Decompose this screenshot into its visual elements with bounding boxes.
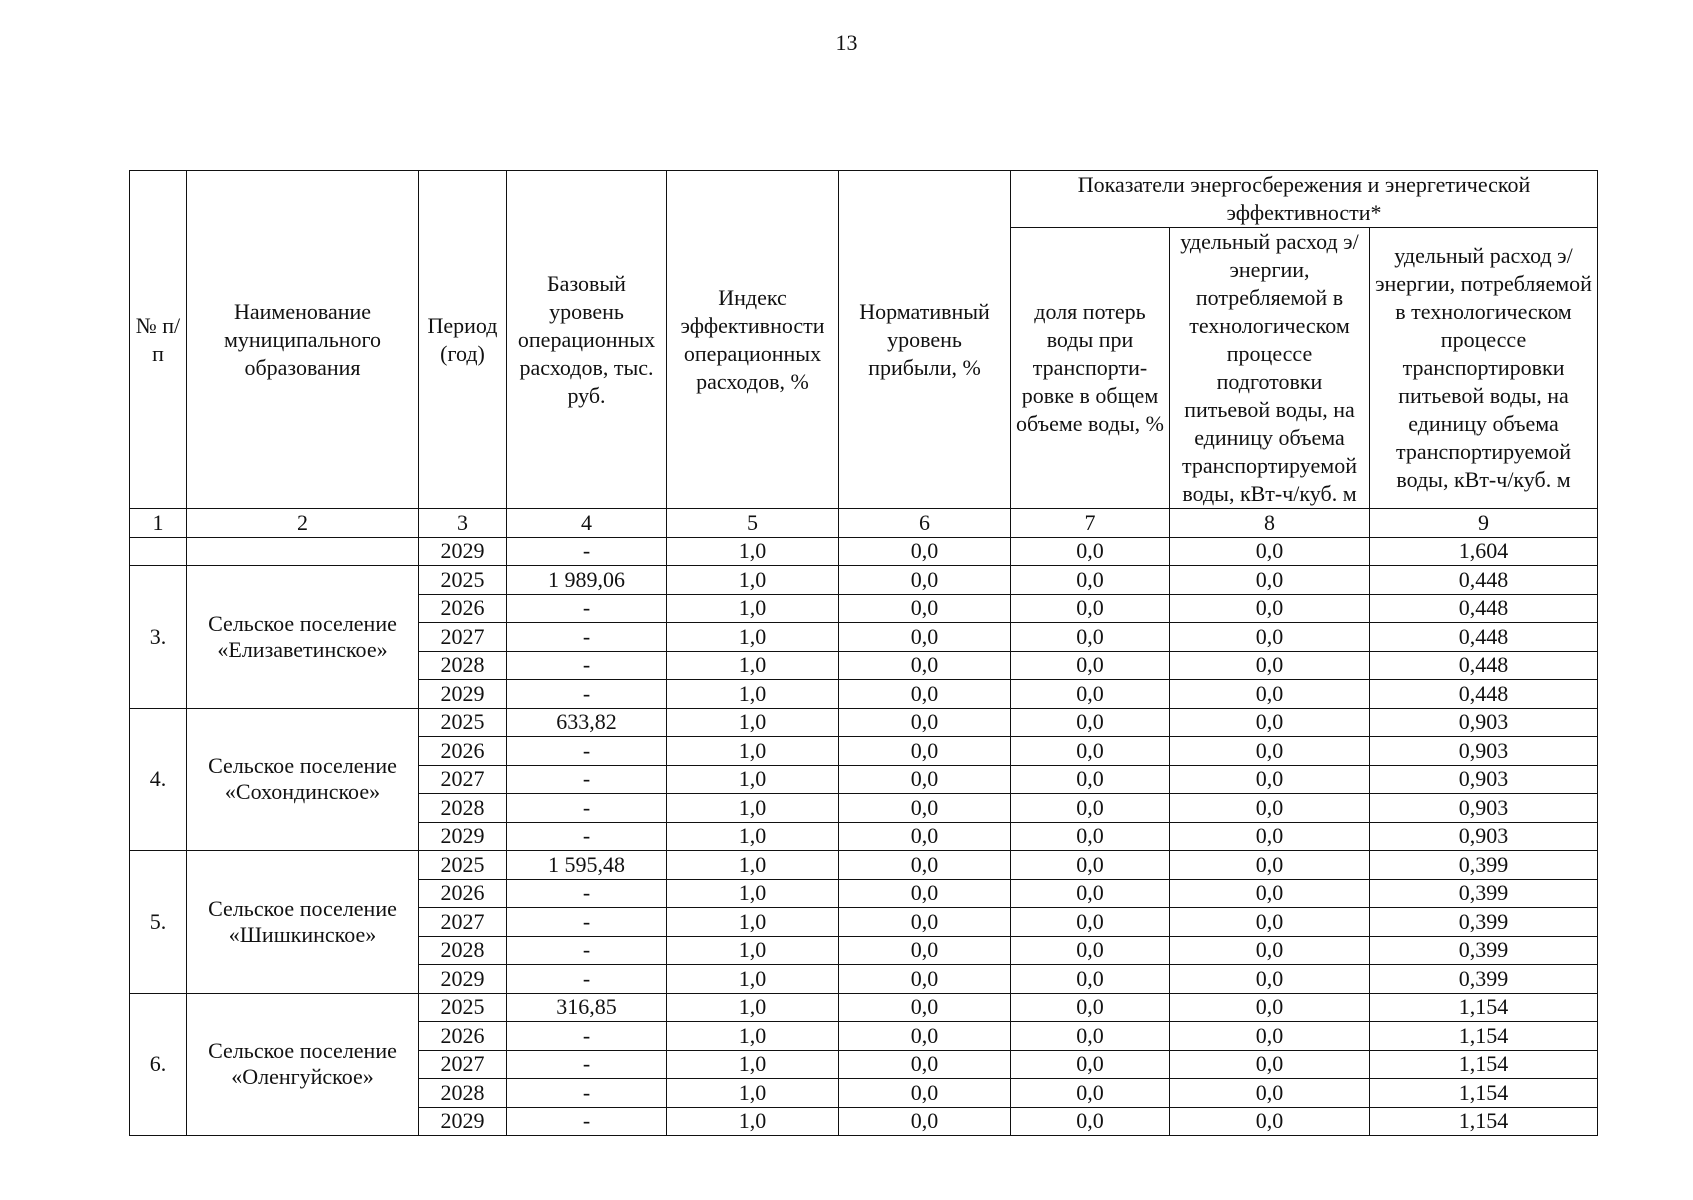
cell-prep: 0,0 bbox=[1170, 965, 1370, 994]
cell-index: 1,0 bbox=[667, 1107, 839, 1136]
cell-base: - bbox=[507, 765, 667, 794]
cell-profit: 0,0 bbox=[839, 737, 1011, 766]
col-number: 3 bbox=[419, 509, 507, 538]
header-name: Наименование муниципального образования bbox=[187, 171, 419, 509]
cell-year: 2029 bbox=[419, 1107, 507, 1136]
cell-profit: 0,0 bbox=[839, 537, 1011, 566]
table-row bbox=[130, 537, 1598, 566]
cell-base: - bbox=[507, 965, 667, 994]
cell-losses: 0,0 bbox=[1011, 1107, 1170, 1136]
cell-profit: 0,0 bbox=[839, 566, 1011, 595]
cell-index: 1,0 bbox=[667, 851, 839, 880]
cell-transport: 1,154 bbox=[1370, 1107, 1598, 1136]
cell-base: - bbox=[507, 537, 667, 566]
cell-year: 2028 bbox=[419, 1079, 507, 1108]
cell-name bbox=[187, 537, 419, 566]
cell-transport: 0,448 bbox=[1370, 623, 1598, 652]
cell-transport: 0,448 bbox=[1370, 651, 1598, 680]
header-energy-group: Показатели энергосбережения и энергетической эффективности* bbox=[1011, 171, 1598, 228]
cell-transport: 0,903 bbox=[1370, 794, 1598, 823]
cell-year: 2028 bbox=[419, 794, 507, 823]
cell-base: - bbox=[507, 737, 667, 766]
cell-year: 2028 bbox=[419, 936, 507, 965]
cell-transport: 0,399 bbox=[1370, 908, 1598, 937]
cell-profit: 0,0 bbox=[839, 908, 1011, 937]
cell-base: - bbox=[507, 623, 667, 652]
cell-transport: 1,604 bbox=[1370, 537, 1598, 566]
cell-profit: 0,0 bbox=[839, 623, 1011, 652]
column-numbers-row bbox=[130, 509, 1598, 538]
cell-base: - bbox=[507, 1079, 667, 1108]
cell-profit: 0,0 bbox=[839, 851, 1011, 880]
cell-profit: 0,0 bbox=[839, 1050, 1011, 1079]
cell-losses: 0,0 bbox=[1011, 1079, 1170, 1108]
cell-base: - bbox=[507, 794, 667, 823]
cell-index: 1,0 bbox=[667, 965, 839, 994]
cell-index: 1,0 bbox=[667, 708, 839, 737]
cell-year: 2029 bbox=[419, 537, 507, 566]
table-row bbox=[130, 566, 1598, 595]
cell-transport: 0,903 bbox=[1370, 765, 1598, 794]
cell-prep: 0,0 bbox=[1170, 936, 1370, 965]
cell-base: - bbox=[507, 908, 667, 937]
cell-year: 2027 bbox=[419, 623, 507, 652]
cell-profit: 0,0 bbox=[839, 765, 1011, 794]
cell-transport: 0,903 bbox=[1370, 822, 1598, 851]
cell-year: 2025 bbox=[419, 566, 507, 595]
header-losses: доля потерь воды при транспорти-ровке в общем объеме воды, % bbox=[1011, 228, 1170, 509]
cell-prep: 0,0 bbox=[1170, 851, 1370, 880]
cell-year: 2029 bbox=[419, 965, 507, 994]
cell-index: 1,0 bbox=[667, 908, 839, 937]
cell-index: 1,0 bbox=[667, 1079, 839, 1108]
cell-base: - bbox=[507, 936, 667, 965]
cell-index: 1,0 bbox=[667, 879, 839, 908]
cell-year: 2027 bbox=[419, 908, 507, 937]
col-number: 1 bbox=[130, 509, 187, 538]
col-number: 2 bbox=[187, 509, 419, 538]
cell-transport: 1,154 bbox=[1370, 1050, 1598, 1079]
header-base: Базовый уровень операционных расходов, тыс. руб. bbox=[507, 171, 667, 509]
cell-losses: 0,0 bbox=[1011, 993, 1170, 1022]
cell-losses: 0,0 bbox=[1011, 936, 1170, 965]
cell-prep: 0,0 bbox=[1170, 594, 1370, 623]
cell-year: 2026 bbox=[419, 737, 507, 766]
cell-prep: 0,0 bbox=[1170, 879, 1370, 908]
cell-prep: 0,0 bbox=[1170, 993, 1370, 1022]
cell-transport: 0,903 bbox=[1370, 737, 1598, 766]
cell-index: 1,0 bbox=[667, 537, 839, 566]
cell-base: - bbox=[507, 1107, 667, 1136]
cell-index: 1,0 bbox=[667, 1022, 839, 1051]
cell-index: 1,0 bbox=[667, 936, 839, 965]
cell-prep: 0,0 bbox=[1170, 1050, 1370, 1079]
cell-base: 1 989,06 bbox=[507, 566, 667, 595]
col-number: 9 bbox=[1370, 509, 1598, 538]
header-no: № п/п bbox=[130, 171, 187, 509]
table-body bbox=[130, 509, 1598, 1136]
table-row bbox=[130, 993, 1598, 1022]
cell-base: 316,85 bbox=[507, 993, 667, 1022]
cell-profit: 0,0 bbox=[839, 965, 1011, 994]
cell-profit: 0,0 bbox=[839, 1079, 1011, 1108]
cell-index: 1,0 bbox=[667, 594, 839, 623]
table-row bbox=[130, 851, 1598, 880]
cell-transport: 0,399 bbox=[1370, 936, 1598, 965]
cell-year: 2029 bbox=[419, 680, 507, 709]
cell-profit: 0,0 bbox=[839, 794, 1011, 823]
cell-year: 2029 bbox=[419, 822, 507, 851]
cell-year: 2025 bbox=[419, 851, 507, 880]
cell-profit: 0,0 bbox=[839, 993, 1011, 1022]
col-number: 5 bbox=[667, 509, 839, 538]
cell-name: Сельское поселение «Елизаветинское» bbox=[187, 566, 419, 709]
cell-index: 1,0 bbox=[667, 765, 839, 794]
table-row bbox=[130, 708, 1598, 737]
cell-prep: 0,0 bbox=[1170, 708, 1370, 737]
col-number: 6 bbox=[839, 509, 1011, 538]
cell-losses: 0,0 bbox=[1011, 594, 1170, 623]
cell-losses: 0,0 bbox=[1011, 680, 1170, 709]
cell-losses: 0,0 bbox=[1011, 851, 1170, 880]
col-number: 4 bbox=[507, 509, 667, 538]
cell-year: 2025 bbox=[419, 708, 507, 737]
cell-year: 2026 bbox=[419, 1022, 507, 1051]
cell-index: 1,0 bbox=[667, 794, 839, 823]
cell-losses: 0,0 bbox=[1011, 566, 1170, 595]
cell-base: - bbox=[507, 879, 667, 908]
cell-index: 1,0 bbox=[667, 651, 839, 680]
cell-index: 1,0 bbox=[667, 623, 839, 652]
cell-losses: 0,0 bbox=[1011, 651, 1170, 680]
cell-transport: 0,399 bbox=[1370, 851, 1598, 880]
cell-prep: 0,0 bbox=[1170, 680, 1370, 709]
cell-transport: 0,448 bbox=[1370, 594, 1598, 623]
header-profit: Нормативный уровень прибыли, % bbox=[839, 171, 1011, 509]
cell-losses: 0,0 bbox=[1011, 822, 1170, 851]
cell-profit: 0,0 bbox=[839, 1107, 1011, 1136]
cell-index: 1,0 bbox=[667, 566, 839, 595]
cell-prep: 0,0 bbox=[1170, 566, 1370, 595]
cell-transport: 0,903 bbox=[1370, 708, 1598, 737]
cell-transport: 0,399 bbox=[1370, 965, 1598, 994]
cell-profit: 0,0 bbox=[839, 651, 1011, 680]
cell-prep: 0,0 bbox=[1170, 908, 1370, 937]
cell-losses: 0,0 bbox=[1011, 765, 1170, 794]
cell-transport: 0,399 bbox=[1370, 879, 1598, 908]
cell-year: 2025 bbox=[419, 993, 507, 1022]
cell-prep: 0,0 bbox=[1170, 537, 1370, 566]
cell-losses: 0,0 bbox=[1011, 879, 1170, 908]
cell-transport: 1,154 bbox=[1370, 1022, 1598, 1051]
cell-prep: 0,0 bbox=[1170, 822, 1370, 851]
cell-prep: 0,0 bbox=[1170, 1022, 1370, 1051]
cell-losses: 0,0 bbox=[1011, 708, 1170, 737]
cell-losses: 0,0 bbox=[1011, 537, 1170, 566]
cell-base: - bbox=[507, 1050, 667, 1079]
cell-base: - bbox=[507, 651, 667, 680]
cell-losses: 0,0 bbox=[1011, 908, 1170, 937]
cell-year: 2028 bbox=[419, 651, 507, 680]
cell-index: 1,0 bbox=[667, 822, 839, 851]
cell-year: 2026 bbox=[419, 594, 507, 623]
cell-name: Сельское поселение «Сохондинское» bbox=[187, 708, 419, 851]
cell-base: - bbox=[507, 1022, 667, 1051]
cell-base: 1 595,48 bbox=[507, 851, 667, 880]
cell-profit: 0,0 bbox=[839, 708, 1011, 737]
cell-no: 3. bbox=[130, 566, 187, 709]
cell-base: - bbox=[507, 680, 667, 709]
col-number: 7 bbox=[1011, 509, 1170, 538]
cell-index: 1,0 bbox=[667, 680, 839, 709]
cell-index: 1,0 bbox=[667, 993, 839, 1022]
cell-prep: 0,0 bbox=[1170, 1079, 1370, 1108]
cell-no: 5. bbox=[130, 851, 187, 994]
cell-losses: 0,0 bbox=[1011, 623, 1170, 652]
cell-index: 1,0 bbox=[667, 1050, 839, 1079]
page-number: 13 bbox=[835, 30, 858, 55]
cell-profit: 0,0 bbox=[839, 1022, 1011, 1051]
cell-no bbox=[130, 537, 187, 566]
cell-name: Сельское поселение «Оленгуйское» bbox=[187, 993, 419, 1136]
cell-year: 2027 bbox=[419, 765, 507, 794]
cell-transport: 1,154 bbox=[1370, 993, 1598, 1022]
cell-year: 2026 bbox=[419, 879, 507, 908]
cell-transport: 0,448 bbox=[1370, 566, 1598, 595]
cell-profit: 0,0 bbox=[839, 822, 1011, 851]
cell-prep: 0,0 bbox=[1170, 794, 1370, 823]
header-prep: удельный расход э/энергии, потребляемой в технологическом процессе подготовки питьевой воды, на единицу объема транспортируемой воды, кВт-ч/куб. м bbox=[1170, 228, 1370, 509]
cell-index: 1,0 bbox=[667, 737, 839, 766]
col-number: 8 bbox=[1170, 509, 1370, 538]
cell-prep: 0,0 bbox=[1170, 651, 1370, 680]
tariff-table bbox=[129, 170, 1598, 1136]
cell-prep: 0,0 bbox=[1170, 623, 1370, 652]
cell-base: - bbox=[507, 822, 667, 851]
cell-losses: 0,0 bbox=[1011, 794, 1170, 823]
cell-profit: 0,0 bbox=[839, 936, 1011, 965]
cell-prep: 0,0 bbox=[1170, 1107, 1370, 1136]
cell-name: Сельское поселение «Шишкинское» bbox=[187, 851, 419, 994]
cell-profit: 0,0 bbox=[839, 680, 1011, 709]
cell-no: 4. bbox=[130, 708, 187, 851]
header-index: Индекс эффективности операционных расходов, % bbox=[667, 171, 839, 509]
cell-profit: 0,0 bbox=[839, 594, 1011, 623]
header-period: Период (год) bbox=[419, 171, 507, 509]
cell-transport: 0,448 bbox=[1370, 680, 1598, 709]
cell-losses: 0,0 bbox=[1011, 1022, 1170, 1051]
cell-prep: 0,0 bbox=[1170, 765, 1370, 794]
cell-base: 633,82 bbox=[507, 708, 667, 737]
cell-prep: 0,0 bbox=[1170, 737, 1370, 766]
cell-year: 2027 bbox=[419, 1050, 507, 1079]
cell-transport: 1,154 bbox=[1370, 1079, 1598, 1108]
cell-profit: 0,0 bbox=[839, 879, 1011, 908]
cell-losses: 0,0 bbox=[1011, 737, 1170, 766]
cell-losses: 0,0 bbox=[1011, 1050, 1170, 1079]
cell-no: 6. bbox=[130, 993, 187, 1136]
cell-losses: 0,0 bbox=[1011, 965, 1170, 994]
header-transport: удельный расход э/энергии, потребляемой в технологическом процессе транспортировки питьевой воды, на единицу объема транспортируемой воды, кВт-ч/куб. м bbox=[1370, 228, 1598, 509]
cell-base: - bbox=[507, 594, 667, 623]
